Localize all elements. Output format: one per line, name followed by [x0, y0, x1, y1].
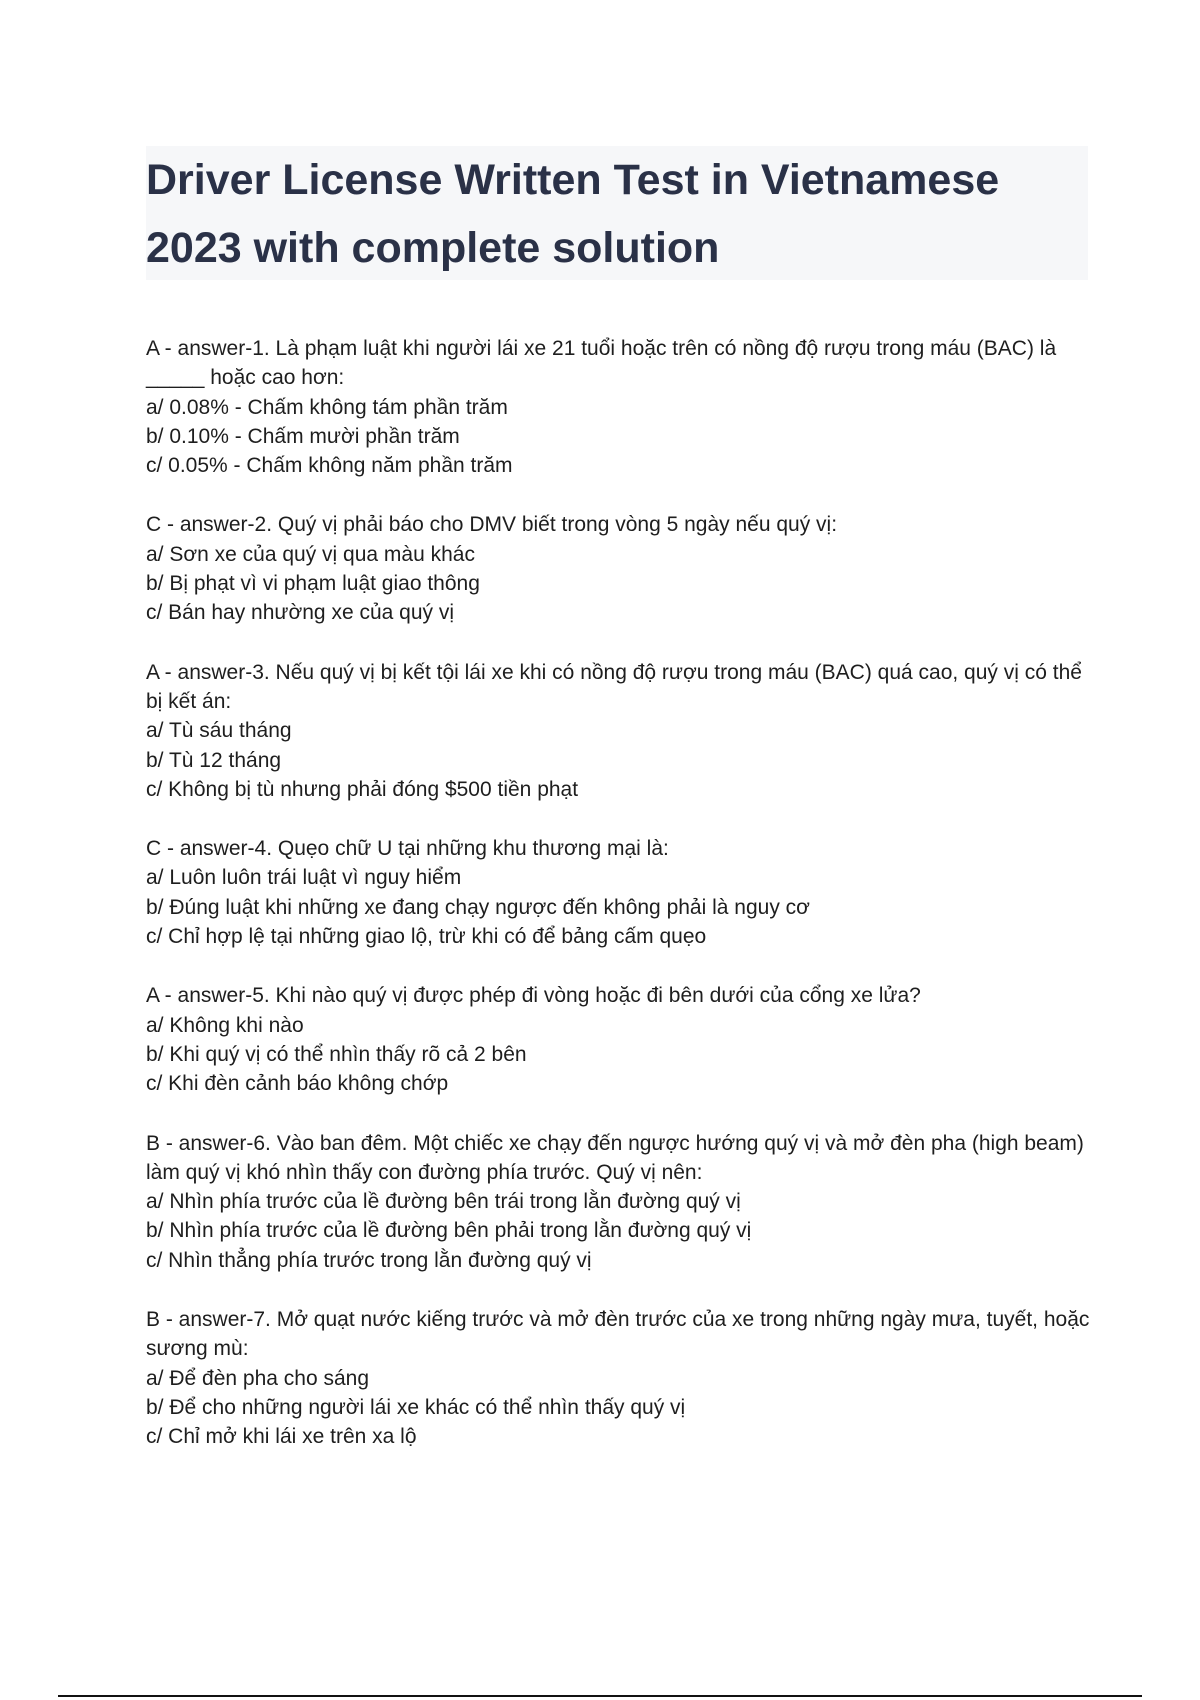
- answer-option: c/ Chỉ mở khi lái xe trên xa lộ: [146, 1425, 417, 1449]
- answer-option: b/ 0.10% - Chấm mười phần trăm: [146, 424, 460, 448]
- answer-option: b/ Khi quý vị có thể nhìn thấy rõ cả 2 bên: [146, 1042, 527, 1066]
- question-text: A - answer-5. Khi nào quý vị được phép đi vòng hoặc đi bên dưới của cổng xe lửa?: [146, 984, 921, 1008]
- answer-option: c/ Không bị tù nhưng phải đóng $500 tiền phạt: [146, 777, 579, 801]
- question-text: B - answer-7. Mở quạt nước kiếng trước và mở đèn trước của xe trong những ngày mưa, tuyết, hoặc sương mù:: [146, 1308, 1090, 1361]
- question-4: [146, 834, 1096, 951]
- answer-option: a/ Không khi nào: [146, 1013, 304, 1037]
- question-text: C - answer-4. Quẹo chữ U tại những khu thương mại là:: [146, 837, 669, 861]
- answer-option: c/ Nhìn thẳng phía trước trong lằn đường quý vị: [146, 1248, 592, 1272]
- question-6: [146, 1129, 1096, 1275]
- footer-divider: [58, 1695, 1142, 1697]
- answer-option: b/ Nhìn phía trước của lề đường bên phải trong lằn đường quý vị: [146, 1219, 752, 1243]
- answer-option: c/ Bán hay nhường xe của quý vị: [146, 601, 455, 625]
- answer-option: b/ Tù 12 tháng: [146, 748, 282, 772]
- question-list: [146, 334, 1096, 1482]
- title-block: [146, 146, 1088, 280]
- question-text: B - answer-6. Vào ban đêm. Một chiếc xe chạy đến ngược hướng quý vị và mở đèn pha (high beam) làm quý vị khó nhìn thấy con đường phía trước. Quý vị nên:: [146, 1131, 1084, 1184]
- question-7: [146, 1305, 1096, 1451]
- answer-option: b/ Đúng luật khi những xe đang chạy ngược đến không phải là nguy cơ: [146, 895, 810, 919]
- answer-option: c/ Chỉ hợp lệ tại những giao lộ, trừ khi có để bảng cấm quẹo: [146, 925, 707, 949]
- question-1: [146, 334, 1096, 480]
- question-text: A - answer-1. Là phạm luật khi người lái xe 21 tuổi hoặc trên có nồng độ rượu trong máu (BAC) là _____ hoặc cao hơn:: [146, 337, 1057, 390]
- question-5: [146, 981, 1096, 1098]
- question-text: A - answer-3. Nếu quý vị bị kết tội lái xe khi có nồng độ rượu trong máu (BAC) quá cao, quý vị có thể bị kết án:: [146, 660, 1082, 713]
- answer-option: a/ Nhìn phía trước của lề đường bên trái trong lằn đường quý vị: [146, 1190, 741, 1214]
- question-text: C - answer-2. Quý vị phải báo cho DMV biết trong vòng 5 ngày nếu quý vị:: [146, 513, 838, 537]
- answer-option: a/ Luôn luôn trái luật vì nguy hiểm: [146, 866, 462, 890]
- question-2: [146, 510, 1096, 627]
- answer-option: c/ Khi đèn cảnh báo không chớp: [146, 1072, 449, 1096]
- answer-option: a/ Sơn xe của quý vị qua màu khác: [146, 542, 475, 566]
- answer-option: a/ Tù sáu tháng: [146, 719, 292, 743]
- document-title: Driver License Written Test in Vietnamese 2023 with complete solution: [146, 156, 1000, 272]
- answer-option: b/ Để cho những người lái xe khác có thể nhìn thấy quý vị: [146, 1395, 686, 1419]
- answer-option: a/ 0.08% - Chấm không tám phần trăm: [146, 395, 508, 419]
- answer-option: b/ Bị phạt vì vi phạm luật giao thông: [146, 572, 480, 596]
- answer-option: a/ Để đèn pha cho sáng: [146, 1366, 370, 1390]
- question-3: [146, 658, 1096, 804]
- answer-option: c/ 0.05% - Chấm không năm phần trăm: [146, 454, 513, 478]
